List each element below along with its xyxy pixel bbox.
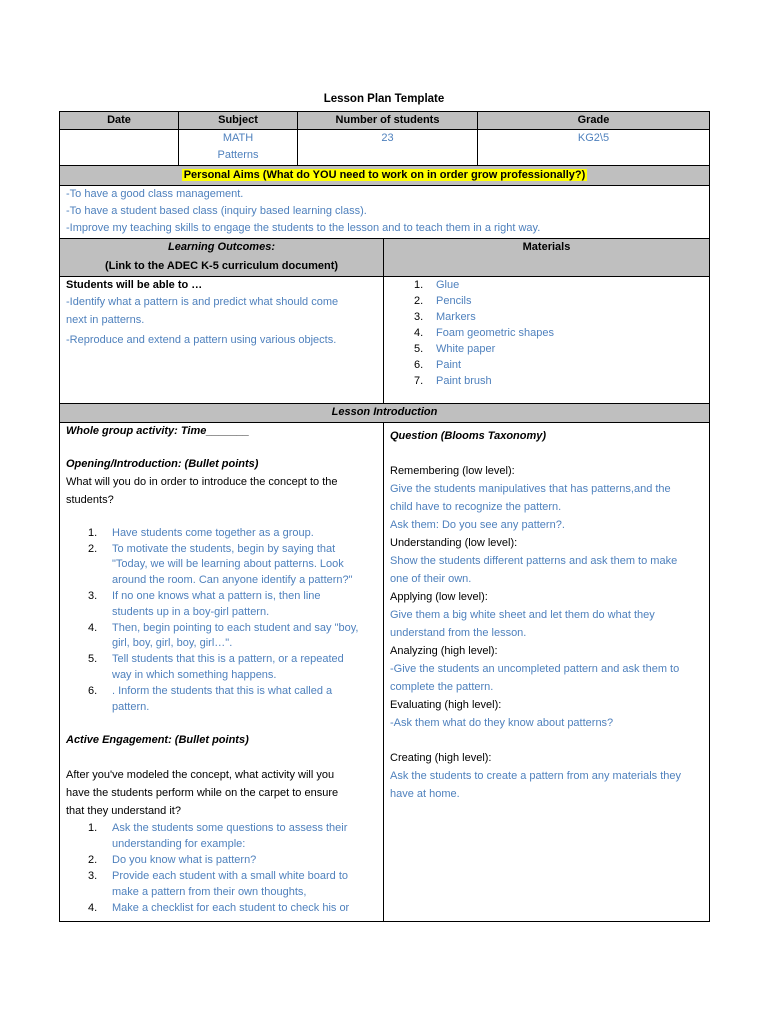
analyzing-text: complete the pattern. (390, 681, 494, 693)
active-steps (66, 820, 377, 916)
list-item: 2. To motivate the students, begin by saying that "Today, we will be learning about patterns. Look around the room. Can anyone identify a pattern?" (88, 542, 353, 587)
understanding-label: Understanding (low level): (390, 537, 518, 549)
intro-row (60, 423, 710, 922)
applying-label: Applying (low level): (390, 591, 488, 603)
remembering-label: Remembering (low level): (390, 465, 515, 477)
creating-text: have at home. (390, 788, 460, 800)
list-item: 6. . Inform the students that this is what called a pattern. (88, 684, 333, 713)
outcomes-heading-cell (60, 239, 384, 277)
list-item: 3. Provide each student with a small white board to make a pattern from their own thoughts, (88, 869, 349, 898)
outcome-line: -Identify what a pattern is and predict what should come (66, 296, 339, 308)
remembering-text: Give the students manipulatives that has patterns,and the (390, 483, 671, 495)
list-item: 3. If no one knows what a pattern is, then line students up in a boy-girl pattern. (88, 590, 321, 618)
outcomes-heading-row (60, 239, 710, 277)
active-heading: Active Engagement: (Bullet points) (66, 734, 249, 747)
question-heading: Question (Blooms Taxonomy) (390, 430, 547, 442)
header-row (60, 112, 710, 130)
grade-header: Grade (478, 112, 710, 130)
subject-header: Subject (179, 112, 298, 130)
intro-left[interactable] (60, 423, 384, 922)
subject-value-1: MATH (222, 132, 254, 144)
evaluating-text: -Ask them what do they know about patterns? (390, 717, 614, 729)
date-header: Date (60, 112, 179, 130)
aims-heading-row (60, 166, 710, 186)
outcomes-subheading: (Link to the ADEC K-5 curriculum document) (104, 260, 339, 272)
applying-text: Give them a big white sheet and let them do what they (390, 609, 655, 621)
creating-label: Creating (high level): (390, 752, 492, 764)
aim-line: -To have a good class management. (66, 188, 244, 200)
outcomes-row (60, 277, 710, 404)
intro-heading: Lesson Introduction (60, 404, 710, 423)
list-item: 1. Glue (414, 279, 460, 291)
intro-right[interactable] (384, 423, 710, 922)
list-item: 5. White paper (414, 343, 496, 355)
outcomes-heading: Learning Outcomes: (168, 241, 275, 253)
applying-text: understand from the lesson. (390, 627, 527, 639)
aims-content[interactable] (60, 186, 710, 239)
students-value[interactable]: 23 (298, 130, 478, 166)
active-question: After you've modeled the concept, what activity will you have the students perform while on the carpet to ensure that they understand it? (66, 768, 339, 817)
aim-line: -To have a student based class (inquiry based learning class). (66, 205, 367, 217)
grade-value[interactable]: KG2\5 (478, 130, 710, 166)
materials-content[interactable] (384, 277, 710, 404)
outcome-line: -Reproduce and extend a pattern using various objects. (66, 334, 337, 346)
list-item: 4. Then, begin pointing to each student and say "boy, girl, boy, girl, boy, girl…". (88, 621, 359, 650)
list-item: 3. Markers (414, 311, 476, 323)
materials-list (390, 277, 703, 389)
list-item: 2. Pencils (414, 295, 472, 307)
whole-group-line: Whole group activity: Time_______ (66, 425, 250, 437)
list-item: 7. Paint brush (414, 375, 492, 387)
opening-question: What will you do in order to introduce the concept to the students? (66, 475, 338, 506)
remembering-text: Ask them: Do you see any pattern?. (390, 519, 565, 531)
understanding-text: Show the students different patterns and ask them to make (390, 555, 678, 567)
subject-value[interactable] (179, 130, 298, 166)
remembering-text: child have to recognize the pattern. (390, 501, 562, 513)
creating-text: Ask the students to create a pattern from any materials they (390, 770, 682, 782)
list-item: 1. Have students come together as a group. (88, 526, 314, 539)
page-title: Lesson Plan Template (323, 93, 445, 105)
outcomes-intro: Students will be able to … (66, 279, 203, 291)
list-item: 4. Make a checklist for each student to check his or (88, 901, 350, 914)
values-row (60, 130, 710, 166)
outcomes-content[interactable] (60, 277, 384, 404)
opening-steps (66, 526, 377, 716)
analyzing-text: -Give the students an uncompleted pattern and ask them to (390, 663, 680, 675)
opening-heading: Opening/Introduction: (Bullet points) (66, 458, 259, 471)
list-item: 5. Tell students that this is a pattern, or a repeated way in which something happens. (88, 653, 344, 681)
subject-value-2: Patterns (217, 149, 259, 161)
aim-line: -Improve my teaching skills to engage the students to the lesson and to teach them in a right way. (66, 222, 541, 234)
analyzing-label: Analyzing (high level): (390, 645, 498, 657)
aims-row (60, 186, 710, 239)
students-header: Number of students (298, 112, 478, 130)
intro-heading-row (60, 404, 710, 423)
aims-heading: Personal Aims (What do YOU need to work on in order grow professionally?) (183, 169, 586, 181)
aims-heading-cell (60, 166, 710, 186)
list-item: 1. Ask the students some questions to assess their understanding for example: (88, 821, 348, 850)
materials-heading: Materials (384, 239, 710, 277)
list-item: 2. Do you know what is pattern? (88, 853, 257, 866)
lesson-plan-table (59, 111, 710, 922)
outcome-line: next in patterns. (66, 314, 145, 326)
list-item: 4. Foam geometric shapes (414, 327, 554, 339)
evaluating-label: Evaluating (high level): (390, 699, 502, 711)
understanding-text: one of their own. (390, 573, 472, 585)
list-item: 6. Paint (414, 359, 462, 371)
date-value[interactable] (60, 130, 179, 166)
